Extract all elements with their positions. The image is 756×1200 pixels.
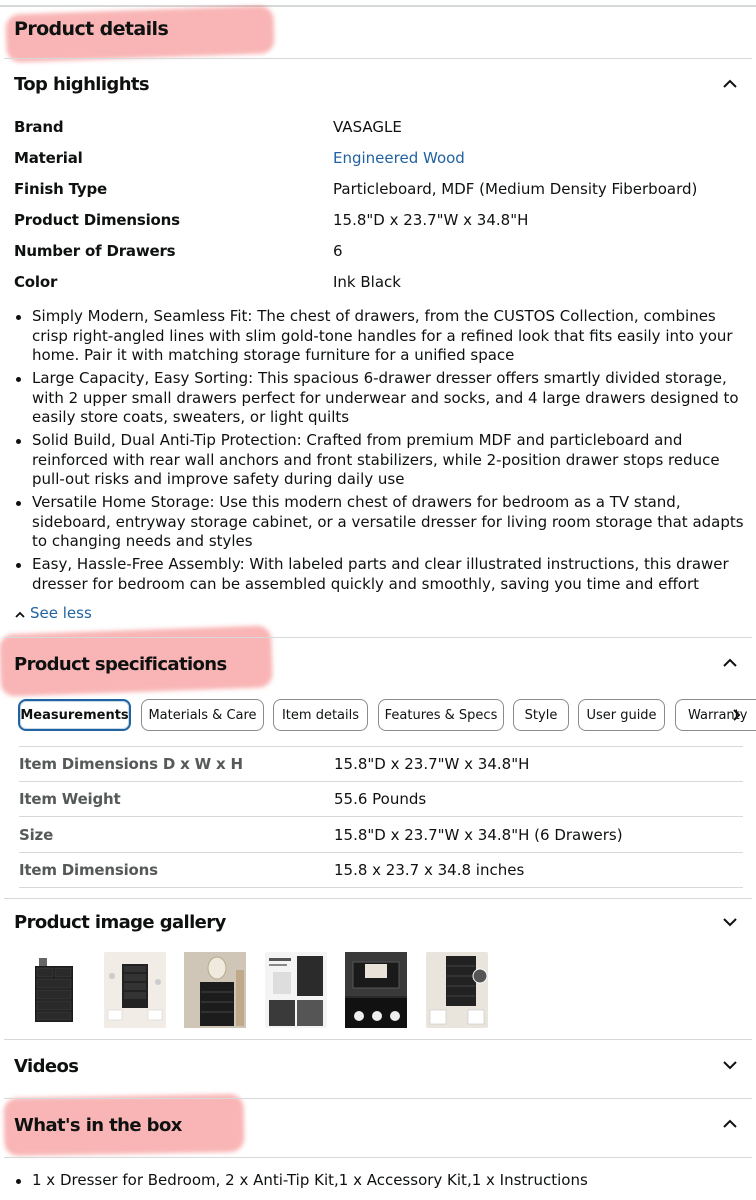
table-row bbox=[19, 853, 743, 888]
spec-value: 55.6 Pounds bbox=[334, 790, 427, 808]
spec-tabs bbox=[18, 699, 756, 731]
gallery-thumbnail[interactable] bbox=[265, 952, 327, 1028]
list-item: Solid Build, Dual Anti-Tip Protection: Crafted from premium MDF and particleboard and reinforced with rear wall anchors and front stabilizers, while 2-position drawer stops reduce pull-out risks and improve safety during daily use bbox=[14, 431, 744, 490]
chevron-up-icon[interactable] bbox=[722, 76, 738, 92]
videos-title[interactable]: Videos bbox=[14, 1056, 79, 1077]
table-row bbox=[19, 747, 743, 782]
material-link[interactable]: Engineered Wood bbox=[333, 149, 465, 167]
table-row bbox=[19, 782, 743, 817]
attribute-key: Material bbox=[14, 149, 83, 167]
gallery-thumbnail[interactable] bbox=[23, 952, 85, 1028]
attribute-row-dimensions bbox=[14, 211, 734, 235]
attribute-value: Ink Black bbox=[333, 273, 401, 291]
tab-item-details[interactable]: Item details bbox=[273, 699, 368, 731]
product-details-title: Product details bbox=[14, 18, 169, 40]
see-less-link[interactable] bbox=[14, 604, 92, 622]
spec-key: Item Weight bbox=[19, 790, 121, 808]
chevron-down-icon[interactable] bbox=[722, 914, 738, 930]
attribute-row-finish-type bbox=[14, 180, 734, 204]
attribute-value: 15.8"D x 23.7"W x 34.8"H bbox=[333, 211, 529, 229]
list-item: Simply Modern, Seamless Fit: The chest of drawers, from the CUSTOS Collection, combines crisp right-angled lines with slim gold-tone handles for a refined look that fits easily into your home. Pair it with matching storage furniture for a unified space bbox=[14, 307, 744, 366]
attribute-row-brand bbox=[14, 118, 734, 142]
tab-user-guide[interactable]: User guide bbox=[578, 699, 665, 731]
attribute-key: Product Dimensions bbox=[14, 211, 180, 229]
attribute-key: Number of Drawers bbox=[14, 242, 176, 260]
tab-style[interactable]: Style bbox=[513, 699, 569, 731]
attribute-key: Color bbox=[14, 273, 58, 291]
list-item: 1 x Dresser for Bedroom, 2 x Anti-Tip Kit,1 x Accessory Kit,1 x Instructions bbox=[14, 1171, 588, 1189]
table-row bbox=[19, 818, 743, 853]
attribute-row-color bbox=[14, 273, 734, 297]
tab-measurements[interactable]: Measurements bbox=[18, 699, 131, 731]
image-gallery-title[interactable]: Product image gallery bbox=[14, 912, 226, 933]
gallery-thumbnail[interactable] bbox=[426, 952, 488, 1028]
spec-value: 15.8"D x 23.7"W x 34.8"H bbox=[334, 755, 530, 773]
top-border bbox=[0, 5, 756, 7]
tab-features-specs[interactable]: Features & Specs bbox=[378, 699, 504, 731]
list-item: Large Capacity, Easy Sorting: This spacious 6-drawer dresser offers smartly divided storage, with 2 upper small drawers perfect for underwear and socks, and 4 large drawers designed to easily store coats, sweaters, or light quilts bbox=[14, 369, 744, 428]
chevron-up-icon[interactable] bbox=[722, 655, 738, 671]
spec-value: 15.8 x 23.7 x 34.8 inches bbox=[334, 861, 525, 879]
spec-value: 15.8"D x 23.7"W x 34.8"H (6 Drawers) bbox=[334, 826, 623, 844]
attribute-row-material bbox=[14, 149, 734, 173]
spec-key: Item Dimensions D x W x H bbox=[19, 755, 243, 773]
attribute-value: VASAGLE bbox=[333, 118, 402, 136]
attribute-key: Brand bbox=[14, 118, 64, 136]
gallery-thumbnail[interactable] bbox=[345, 952, 407, 1028]
divider bbox=[4, 1039, 752, 1040]
tab-materials-care[interactable]: Materials & Care bbox=[141, 699, 264, 731]
attribute-value: 6 bbox=[333, 242, 343, 260]
divider bbox=[4, 898, 752, 899]
gallery-thumbnail[interactable] bbox=[184, 952, 246, 1028]
divider bbox=[4, 58, 752, 59]
see-less-label: See less bbox=[30, 604, 92, 622]
whats-in-box-title[interactable]: What's in the box bbox=[14, 1115, 182, 1136]
list-item: Versatile Home Storage: Use this modern chest of drawers for bedroom as a TV stand, sideboard, entryway storage cabinet, or a versatile dresser for living room storage that adapts to changing needs and styles bbox=[14, 493, 744, 552]
tab-warranty[interactable]: Warranty bbox=[675, 699, 756, 731]
divider bbox=[4, 637, 752, 638]
divider bbox=[4, 1098, 752, 1099]
list-item: Easy, Hassle-Free Assembly: With labeled parts and clear illustrated instructions, this drawer dresser for bedroom can be assembled quickly and smoothly, saving you time and effort bbox=[14, 555, 744, 594]
spec-key: Size bbox=[19, 826, 54, 844]
chevron-down-icon[interactable] bbox=[722, 1057, 738, 1073]
chevron-right-icon[interactable] bbox=[732, 707, 742, 723]
divider bbox=[4, 1157, 752, 1158]
top-highlights-title[interactable]: Top highlights bbox=[14, 74, 150, 95]
chevron-up-icon bbox=[14, 607, 26, 619]
attribute-value: Particleboard, MDF (Medium Density Fiberboard) bbox=[333, 180, 698, 198]
spec-key: Item Dimensions bbox=[19, 861, 158, 879]
attribute-row-drawers bbox=[14, 242, 734, 266]
chevron-up-icon[interactable] bbox=[722, 1116, 738, 1132]
gallery-thumbnail[interactable] bbox=[104, 952, 166, 1028]
attribute-key: Finish Type bbox=[14, 180, 107, 198]
highlight-bullets bbox=[14, 307, 744, 598]
product-specifications-title[interactable]: Product specifications bbox=[14, 654, 227, 675]
